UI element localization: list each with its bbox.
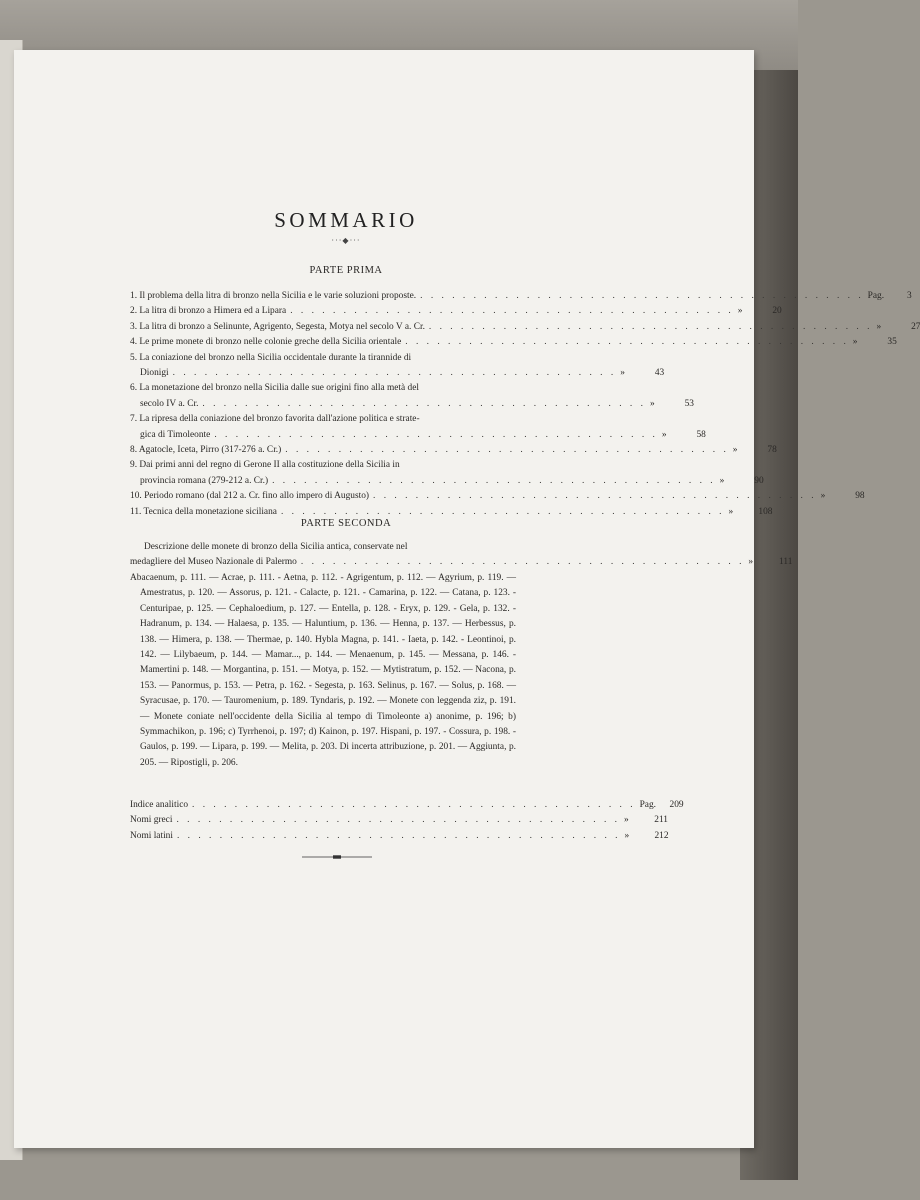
entry-text: 8. Agatocle, Iceta, Pirro (317-276 a. Cr.) xyxy=(130,445,282,456)
page-number: 108 xyxy=(758,506,773,517)
page-label: » xyxy=(820,491,826,502)
page-number: 20 xyxy=(772,306,782,317)
document-page xyxy=(14,50,920,1148)
page-number: 27 xyxy=(911,321,920,332)
entry-text: 3. La litra di bronzo a Selinunte, Agrigento, Segesta, Motya nel secolo V a. Cr. xyxy=(130,321,425,332)
dot-leader: . . . . . . . . . . . . . . . . . . . . . . . . . . . . . . . . . . . . . . . . . . xyxy=(285,445,729,456)
part1-heading: PARTE PRIMA xyxy=(309,265,383,276)
toc-entry[interactable] xyxy=(130,351,665,382)
page-number: 58 xyxy=(696,429,706,440)
page-label: » xyxy=(732,445,738,456)
page-number: 35 xyxy=(887,337,897,348)
dot-leader: . . . . . . . . . . . . . . . . . . . . . . . . . . . . . . . . . . . . . . . . . . xyxy=(428,321,873,332)
toc-entry[interactable] xyxy=(130,289,912,304)
page-label: » xyxy=(719,475,725,486)
entry-text: Nomi latini xyxy=(130,830,173,841)
dot-leader: . . . . . . . . . . . . . . . . . . . . . . . . . . . . . . . . . . . . . . . . . . xyxy=(202,398,646,409)
dot-leader: . . . . . . . . . . . . . . . . . . . . . . . . . . . . . . . . . . . . . . . . . . xyxy=(214,429,658,440)
entry-text-cont: secolo IV a. Cr. xyxy=(140,398,199,409)
entry-text: 6. La monetazione del bronzo nella Sicilia dalle sue origini fino alla metà del xyxy=(130,383,419,394)
entry-text: 4. Le prime monete di bronzo nelle colonie greche della Sicilia orientale xyxy=(130,337,402,348)
dot-leader: . . . . . . . . . . . . . . . . . . . . . . . . . . . . . . . . . . . . . . . . . . xyxy=(373,491,817,502)
part2-heading: PARTE SECONDA xyxy=(300,518,392,529)
page-label: Pag. xyxy=(639,800,656,810)
page-number: 90 xyxy=(754,475,764,486)
page-label: » xyxy=(852,337,858,348)
page-label: » xyxy=(624,830,630,841)
page-label: » xyxy=(620,368,625,379)
page-number: 211 xyxy=(654,815,668,826)
entry-text: 10. Periodo romano (dal 212 a. Cr. fino allo impero di Augusto) xyxy=(130,491,370,502)
entry-text-cont: medagliere del Museo Nazionale di Palermo xyxy=(130,557,297,568)
dot-leader: . . . . . . . . . . . . . . . . . . . . . . . . . . . . . . . . . . . . . . . . . . xyxy=(300,557,745,568)
page-number: 78 xyxy=(767,445,777,456)
dot-leader: . . . . . . . . . . . . . . . . . . . . . . . . . . . . . . . . . . . . . . . . . . xyxy=(280,506,725,517)
dot-leader: . . . . . . . . . . . . . . . . . . . . . . . . . . . . . . . . . . . . . . . . . . xyxy=(290,306,734,317)
page-label: » xyxy=(661,429,667,440)
dot-leader: . . . . . . . . . . . . . . . . . . . . . . . . . . . . . . . . . . . . . . . . . . xyxy=(272,475,716,486)
toc-entry[interactable] xyxy=(130,412,706,443)
toc-entry[interactable] xyxy=(130,829,669,844)
page-number: 98 xyxy=(855,491,865,502)
page-number: 53 xyxy=(684,398,694,409)
entry-text: 11. Tecnica della monetazione siciliana xyxy=(130,506,277,517)
entry-text: Nomi greci xyxy=(130,815,173,826)
page-number: 43 xyxy=(654,368,665,379)
entry-text: 7. La ripresa della coniazione del bronzo favorita dall'azione politica e strate- xyxy=(130,414,420,425)
toc-entry[interactable] xyxy=(130,489,865,504)
toc-entry[interactable] xyxy=(130,813,668,828)
page-label: » xyxy=(748,557,754,568)
toc-entry[interactable] xyxy=(130,540,793,571)
page-label: » xyxy=(623,815,629,826)
dot-leader: . . . . . . . . . . . . . . . . . . . . . . . . . . . . . . . . . . . . . . . . . . xyxy=(420,291,864,301)
toc-entry[interactable] xyxy=(130,381,694,412)
indices-list xyxy=(130,798,684,844)
page-label: Pag. xyxy=(867,291,885,301)
place-index-text: Abacaenum, p. 111. — Acrae, p. 111. - Aetna, p. 112. - Agrigentum, p. 112. — Agyrium, p. 119. — Amestratus, p. 120. — Assorus, p. 121. - Calacte, p. 121. - Camarina, p. 122. — Catana, p. 123. - Centuripae, p. 125. — Cephaloedium, p. 127. — Entella, p. 128. - Eryx, p. 129. - Gela, p. 132. - Hadranum, p. 134. — Halaesa, p. 135. — Haluntium, p. 136. — Henna, p. 137. — Herbessus, p. 138. — Himera, p. 138. — Thermae, p. 140. Hybla Magna, p. 141. - Iaeta, p. 142. - Leontinoi, p. 142. — Lilybaeum, p. 144. — Mamar..., p. 144. — Menaenum, p. 145. — Messana, p. 146. - Mamertini p. 148. — Morgantina, p. 151. — Motya, p. 152. — Mytistratum, p. 152. — Nacona, p. 153. — Panormus, p. 153. — Petra, p. 162. - Segesta, p. 163. Selinus, p. 167. — Solus, p. 168. — Syracusae, p. 170. — Tauromenium, p. 189. Tyndaris, p. 192. — Monete con leggenda ziz, p. 191. — Monete coniate nell'occidente della Sicilia al tempo di Timoleonte a) anonime, p. 196; b) Symmachikon, p. 196; c) Tyrrhenoi, p. 197; d) Kainon, p. 197. Hispani, p. 197. - Cossura, p. 198. - Gaulos, p. 199. — Lipara, p. 199. — Melita, p. 203. Di incerta attribuzione, p. 201. — Aggiunta, p. 205. — Ripostigli, p. 206. xyxy=(130,573,516,768)
entry-text: 5. La coniazione del bronzo nella Sicilia occidentale durante la tirannide di xyxy=(130,352,412,363)
toc-entry[interactable] xyxy=(130,798,684,813)
page-label: » xyxy=(728,506,734,517)
part2-description xyxy=(130,540,793,571)
page-number: 111 xyxy=(779,557,793,568)
page-label: » xyxy=(876,321,882,332)
page-number: 212 xyxy=(654,830,669,841)
entry-text: Indice analitico xyxy=(130,800,189,810)
title-ornament: ···◆··· xyxy=(331,236,361,245)
entry-text: 2. La litra di bronzo a Himera ed a Lipara xyxy=(130,306,287,317)
end-ornament xyxy=(302,855,372,859)
page-label: » xyxy=(737,306,743,317)
toc-entry[interactable] xyxy=(130,458,764,489)
entry-text: Descrizione delle monete di bronzo della Sicilia antica, conservate nel xyxy=(144,542,408,552)
place-index-paragraph xyxy=(130,571,516,771)
toc-entry[interactable] xyxy=(130,335,897,350)
page-label: » xyxy=(649,398,655,409)
dot-leader: . . . . . . . . . . . . . . . . . . . . . . . . . . . . . . . . . . . . . . . . . . xyxy=(172,368,617,379)
page-number: 3 xyxy=(906,291,912,301)
entry-text: 9. Dai primi anni del regno di Gerone II alla costituzione della Sicilia in xyxy=(130,460,400,471)
dot-leader: . . . . . . . . . . . . . . . . . . . . . . . . . . . . . . . . . . . . . . . . . . xyxy=(192,800,636,810)
dot-leader: . . . . . . . . . . . . . . . . . . . . . . . . . . . . . . . . . . . . . . . . . . xyxy=(176,815,620,826)
entry-text-cont: provincia romana (279-212 a. Cr.) xyxy=(140,475,269,486)
entry-text-cont: Dionigi xyxy=(140,368,169,379)
entry-text: 1. Il problema della litra di bronzo nella Sicilia e le varie soluzioni proposte. xyxy=(130,291,417,301)
page-number: 209 xyxy=(669,800,684,810)
dot-leader: . . . . . . . . . . . . . . . . . . . . . . . . . . . . . . . . . . . . . . . . . . xyxy=(405,337,849,348)
entry-text-cont: gica di Timoleonte xyxy=(140,429,211,440)
page-title: SOMMARIO xyxy=(274,208,418,232)
toc-entry[interactable] xyxy=(130,320,920,335)
dot-leader: . . . . . . . . . . . . . . . . . . . . . . . . . . . . . . . . . . . . . . . . . . xyxy=(176,830,621,841)
part1-entries xyxy=(130,289,920,520)
toc-entry[interactable] xyxy=(130,443,777,458)
toc-entry[interactable] xyxy=(130,304,782,319)
